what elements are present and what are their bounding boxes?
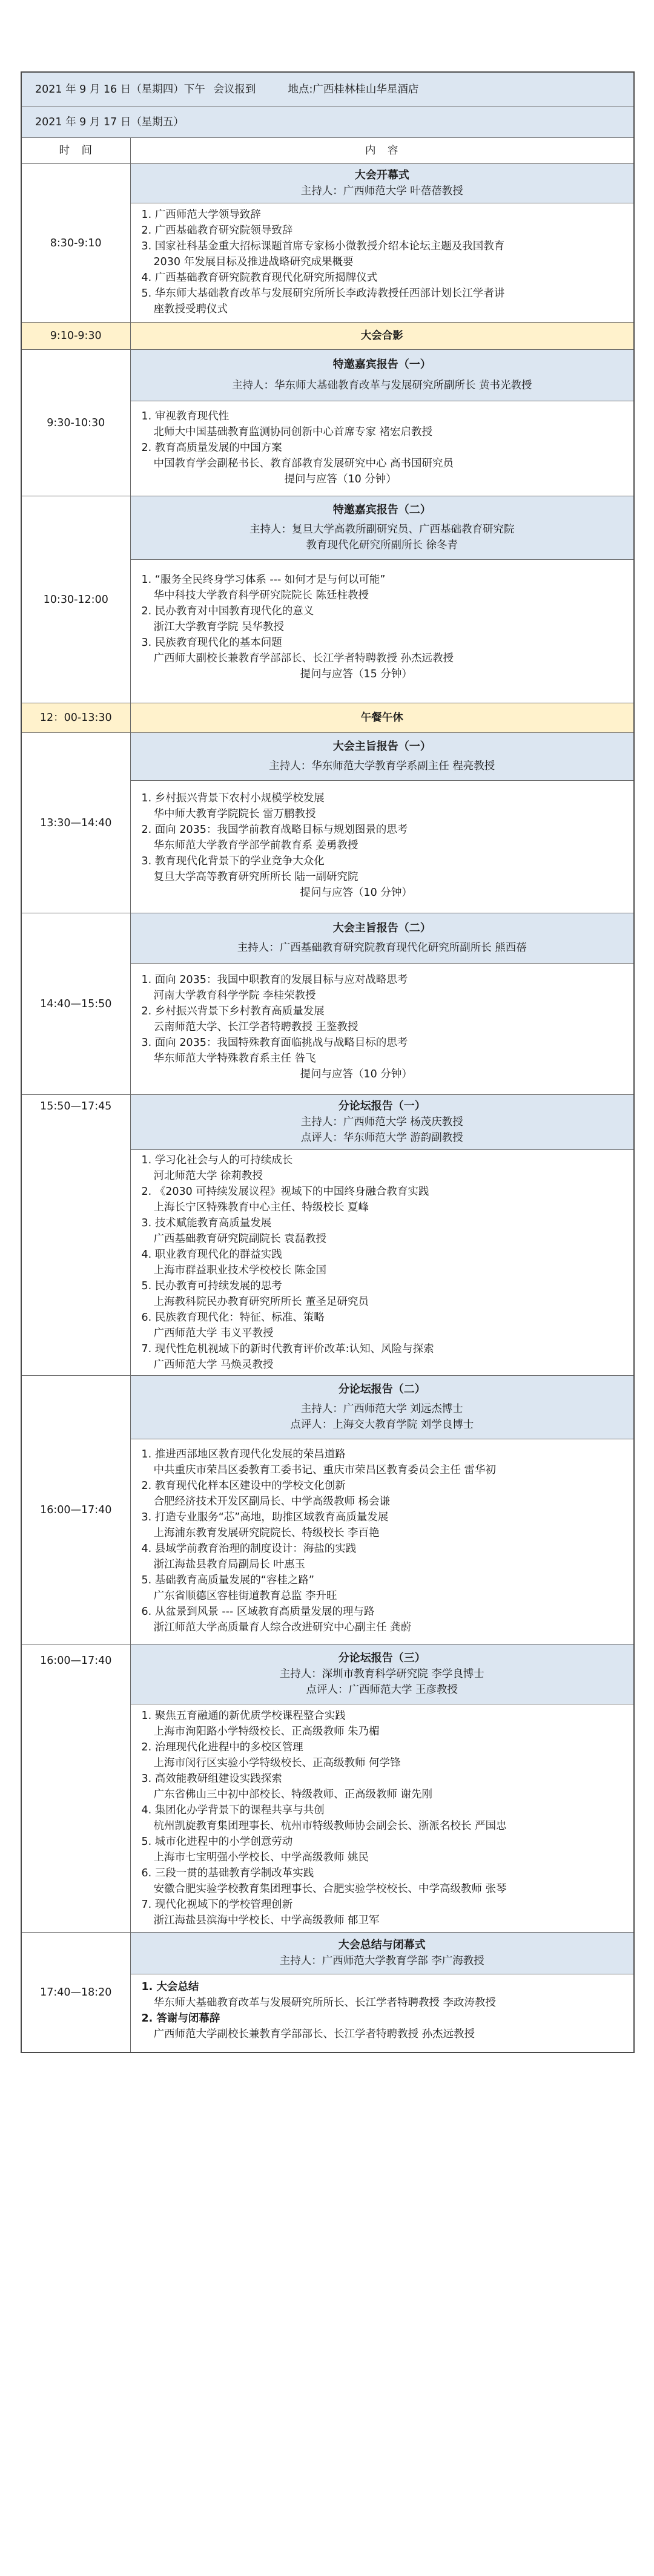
s9-head-row bbox=[21, 1376, 634, 1439]
list-item: 河北师范大学 徐莉教授 bbox=[153, 1170, 263, 1182]
s4-items bbox=[130, 560, 634, 703]
list-item: 广西师范大学 马焕灵教授 bbox=[153, 1359, 274, 1371]
list-item: 浙江师范大学高质量育人综合改进研究中心副主任 龚蔚 bbox=[153, 1622, 412, 1634]
s1-header bbox=[130, 164, 634, 203]
list-item: 提问与应答（10 分钟） bbox=[300, 1068, 412, 1080]
list-item: 上海浦东教育发展研究院院长、特级校长 李百艳 bbox=[153, 1527, 380, 1539]
s1-title: 大会开幕式 bbox=[354, 169, 409, 182]
s5-title: 午餐午休 bbox=[130, 703, 634, 733]
list-item: 4. 集团化办学背景下的课程共享与共创 bbox=[141, 1804, 325, 1816]
s8-time: 15:50—17:45 bbox=[21, 1095, 130, 1376]
list-item: 6. 民族教育现代化：特征、标准、策略 bbox=[141, 1312, 325, 1324]
list-item: 华东师范大学特殊教育系主任 昝飞 bbox=[153, 1053, 316, 1065]
list-item: 3. 国家社科基金重大招标课题首席专家杨小微教授介绍本论坛主题及我国教育 bbox=[141, 240, 505, 252]
s10-host: 主持人：深圳市教育科学研究院 李学良博士 bbox=[279, 1668, 484, 1680]
list-item: 上海长宁区特殊教育中心主任、特级校长 夏峰 bbox=[153, 1201, 369, 1214]
s6-header bbox=[130, 733, 634, 781]
day1-date: 2021 年 9 月 16 日（星期四）下午 bbox=[35, 84, 205, 96]
list-item: 1. 广西师范大学领导致辞 bbox=[141, 209, 261, 221]
list-item: 中国教育学会副秘书长、教育部教育发展研究中心 高书国研究员 bbox=[153, 458, 454, 470]
s8-host: 主持人：广西师范大学 杨茂庆教授 bbox=[300, 1116, 463, 1128]
s7-items bbox=[130, 964, 634, 1095]
day2-date: 2021 年 9 月 17 日（星期五） bbox=[35, 116, 184, 128]
s4-head-row bbox=[21, 496, 634, 560]
s5-row bbox=[21, 703, 634, 733]
conference-schedule-table bbox=[21, 71, 635, 2053]
day1-info bbox=[21, 72, 634, 107]
list-item: 3. 民族教育现代化的基本问题 bbox=[141, 637, 282, 649]
s10-header bbox=[130, 1644, 634, 1704]
s10-title: 分论坛报告（三） bbox=[338, 1652, 426, 1664]
list-item: 5. 华东师大基础教育改革与发展研究所所长李政涛教授任西部计划长江学者讲 bbox=[141, 288, 505, 300]
s7-host: 主持人：广西基础教育研究院教育现代化研究所副所长 熊西蓓 bbox=[237, 942, 527, 954]
list-item: 1. 学习化社会与人的可持续成长 bbox=[141, 1154, 293, 1166]
s9-host: 主持人：广西师范大学 刘远杰博士 bbox=[300, 1403, 463, 1415]
s3-host: 主持人：华东师大基础教育改革与发展研究所副所长 黄书光教授 bbox=[231, 380, 532, 392]
header-time: 时 间 bbox=[21, 138, 130, 164]
header-row bbox=[21, 138, 634, 164]
s11-host: 主持人：广西师范大学教育学部 李广海教授 bbox=[279, 1955, 484, 1967]
s9-reviewer: 点评人：上海交大教育学院 刘学良博士 bbox=[290, 1419, 474, 1431]
list-item: 4. 广西基础教育研究院教育现代化研究所揭牌仪式 bbox=[141, 272, 378, 284]
s3-head-row bbox=[21, 350, 634, 401]
s9-items bbox=[130, 1439, 634, 1644]
list-item: 合肥经济技术开发区副局长、中学高级教师 杨会谦 bbox=[153, 1496, 391, 1508]
list-item: 2. 教育现代化样本区建设中的学校文化创新 bbox=[141, 1480, 346, 1492]
list-item: 2. 面向 2035：我国学前教育战略目标与规划图景的思考 bbox=[141, 824, 408, 836]
list-item: 上海市七宝明强小学校长、中学高级教师 姚民 bbox=[153, 1852, 369, 1864]
s10-head-row bbox=[21, 1644, 634, 1704]
list-item: 5. 城市化进程中的小学创意劳动 bbox=[141, 1836, 293, 1848]
list-item: 云南师范大学、长江学者特聘教授 王鉴教授 bbox=[153, 1021, 358, 1033]
s4-title: 特邀嘉宾报告（二） bbox=[332, 504, 431, 516]
list-item: 1. 推进西部地区教育现代化发展的荣昌道路 bbox=[141, 1448, 346, 1460]
list-item: 华东师范大学教育学部学前教育系 姜勇教授 bbox=[153, 840, 358, 852]
list-item: 河南大学教育科学学院 李桂荣教授 bbox=[153, 990, 316, 1002]
s2-title: 大会合影 bbox=[130, 323, 634, 350]
list-item: 华东师大基础教育改革与发展研究所所长、长江学者特聘教授 李政涛教授 bbox=[153, 1997, 497, 2009]
list-item: 1. “服务全民终身学习体系 --- 如何才是与何以可能” bbox=[141, 574, 386, 586]
schedule-page bbox=[21, 71, 633, 2053]
list-item: 1. 审视教育现代性 bbox=[141, 410, 230, 422]
s3-items bbox=[130, 401, 634, 496]
list-item: 上海教科院民办教育研究所所长 董圣足研究员 bbox=[153, 1296, 369, 1308]
day1-row bbox=[21, 72, 634, 107]
s1-time: 8:30-9:10 bbox=[21, 164, 130, 323]
list-item: 广西基础教育研究院副院长 袁磊教授 bbox=[153, 1233, 327, 1245]
list-item: 广东省顺德区容桂街道教育总监 李升旺 bbox=[153, 1590, 337, 1602]
list-item: 7. 现代化视域下的学校管理创新 bbox=[141, 1899, 293, 1911]
list-item: 1. 面向 2035：我国中职教育的发展目标与应对战略思考 bbox=[141, 974, 408, 986]
s3-time: 9:30-10:30 bbox=[21, 350, 130, 496]
s7-title: 大会主旨报告（二） bbox=[332, 922, 431, 935]
s9-header bbox=[130, 1376, 634, 1439]
list-item: 3. 高效能教研组建设实践探索 bbox=[141, 1773, 282, 1785]
s9-time: 16:00—17:40 bbox=[21, 1376, 130, 1644]
list-item: 6. 三段一贯的基础教育学制改革实践 bbox=[141, 1867, 314, 1879]
list-item: 5. 基础教育高质量发展的“容桂之路” bbox=[141, 1574, 314, 1586]
list-item: 杭州凯旋教育集团理事长、杭州市特级教师协会副会长、浙派名校长 严国忠 bbox=[153, 1820, 507, 1832]
list-item: 提问与应答（10 分钟） bbox=[300, 887, 412, 899]
list-item: 2. 《2030 可持续发展议程》视域下的中国终身融合教育实践 bbox=[141, 1186, 429, 1198]
list-item: 提问与应答（10 分钟） bbox=[284, 473, 397, 485]
day2-info bbox=[21, 107, 634, 138]
s6-head-row bbox=[21, 733, 634, 781]
s3-title: 特邀嘉宾报告（一） bbox=[332, 358, 431, 371]
list-item: 安徽合肥实验学校教育集团理事长、合肥实验学校校长、中学高级教师 张琴 bbox=[153, 1883, 507, 1895]
list-item: 2. 答谢与闭幕辞 bbox=[141, 2012, 220, 2025]
list-item: 3. 面向 2035：我国特殊教育面临挑战与战略目标的思考 bbox=[141, 1037, 408, 1049]
s4-header bbox=[130, 496, 634, 560]
s6-host: 主持人：华东师范大学教育学系副主任 程亮教授 bbox=[269, 760, 495, 772]
s2-row bbox=[21, 323, 634, 350]
s11-items bbox=[130, 1974, 634, 2053]
s1-items bbox=[130, 203, 634, 323]
s10-items bbox=[130, 1704, 634, 1933]
list-item: 浙江大学教育学院 吴华教授 bbox=[153, 621, 285, 633]
list-item: 6. 从盆景到风景 --- 区域教育高质量发展的理与路 bbox=[141, 1606, 375, 1618]
s6-items bbox=[130, 781, 634, 913]
s11-time: 17:40—18:20 bbox=[21, 1933, 130, 2053]
s9-title: 分论坛报告（二） bbox=[338, 1383, 426, 1396]
list-item: 2. 治理现代化进程中的多校区管理 bbox=[141, 1741, 303, 1753]
list-item: 广西师范大学 韦义平教授 bbox=[153, 1327, 274, 1339]
day1-location: 地点:广西桂林桂山华星酒店 bbox=[288, 84, 419, 96]
list-item: 1. 乡村振兴背景下农村小规模学校发展 bbox=[141, 792, 325, 804]
list-item: 2. 民办教育对中国教育现代化的意义 bbox=[141, 605, 314, 617]
day1-event: 会议报到 bbox=[213, 84, 256, 96]
s8-head-row bbox=[21, 1095, 634, 1150]
s4-host-line2: 教育现代化研究所副所长 徐冬青 bbox=[306, 539, 458, 551]
header-content: 内 容 bbox=[130, 138, 634, 164]
list-item: 浙江海盐县教育局副局长 叶惠玉 bbox=[153, 1559, 306, 1571]
s1-head-row bbox=[21, 164, 634, 203]
s7-time: 14:40—15:50 bbox=[21, 913, 130, 1095]
list-item: 7. 现代性危机视域下的新时代教育评价改革:认知、风险与探索 bbox=[141, 1343, 434, 1355]
list-item: 3. 技术赋能教育高质量发展 bbox=[141, 1217, 272, 1229]
list-item: 2. 乡村振兴背景下乡村教育高质量发展 bbox=[141, 1005, 325, 1017]
list-item: 广东省佛山三中初中部校长、特级教师、正高级教师 谢先刚 bbox=[153, 1789, 433, 1801]
list-item: 广西师范大学副校长兼教育学部部长、长江学者特聘教授 孙杰远教授 bbox=[153, 2028, 475, 2040]
s3-header bbox=[130, 350, 634, 401]
list-item: 3. 打造专业服务“芯”高地，助推区域教育高质量发展 bbox=[141, 1511, 389, 1523]
list-item: 1. 聚焦五育融通的新优质学校课程整合实践 bbox=[141, 1710, 346, 1722]
list-item: 座教授受聘仪式 bbox=[153, 303, 228, 315]
list-item: 4. 县域学前教育治理的制度设计：海盐的实践 bbox=[141, 1543, 357, 1555]
list-item: 华中科技大学教育科学研究院院长 陈廷柱教授 bbox=[153, 590, 369, 602]
s10-reviewer: 点评人：广西师范大学 王彦教授 bbox=[306, 1684, 458, 1696]
list-item: 北师大中国基础教育监测协同创新中心首席专家 褚宏启教授 bbox=[153, 426, 433, 438]
list-item: 1. 大会总结 bbox=[141, 1981, 199, 1993]
s4-host-line1: 主持人：复旦大学高教所副研究员、广西基础教育研究院 bbox=[249, 524, 515, 536]
s2-time: 9:10-9:30 bbox=[21, 323, 130, 350]
list-item: 3. 教育现代化背景下的学业竞争大众化 bbox=[141, 855, 325, 867]
list-item: 2. 教育高质量发展的中国方案 bbox=[141, 442, 282, 454]
s6-title: 大会主旨报告（一） bbox=[332, 740, 431, 753]
list-item: 2. 广西基础教育研究院领导致辞 bbox=[141, 225, 293, 237]
list-item: 5. 民办教育可持续发展的思考 bbox=[141, 1280, 282, 1292]
s6-time: 13:30—14:40 bbox=[21, 733, 130, 913]
s11-title: 大会总结与闭幕式 bbox=[338, 1939, 426, 1951]
s4-time: 10:30-12:00 bbox=[21, 496, 130, 703]
list-item: 2030 年发展目标及推进战略研究成果概要 bbox=[153, 256, 354, 268]
day2-row bbox=[21, 107, 634, 138]
s8-header bbox=[130, 1095, 634, 1150]
list-item: 4. 职业教育现代化的群益实践 bbox=[141, 1249, 282, 1261]
s8-title: 分论坛报告（一） bbox=[338, 1100, 426, 1112]
list-item: 上海市洵阳路小学特级校长、正高级教师 朱乃楣 bbox=[153, 1726, 380, 1738]
list-item: 上海市闵行区实验小学特级校长、正高级教师 何学锋 bbox=[153, 1757, 401, 1769]
list-item: 提问与应答（15 分钟） bbox=[300, 668, 412, 680]
s10-time: 16:00—17:40 bbox=[21, 1644, 130, 1933]
list-item: 浙江海盐县滨海中学校长、中学高级教师 郁卫军 bbox=[153, 1914, 380, 1927]
list-item: 广西师大副校长兼教育学部部长、长江学者特聘教授 孙杰远教授 bbox=[153, 652, 454, 665]
list-item: 中共重庆市荣昌区委教育工委书记、重庆市荣昌区教育委员会主任 雷华初 bbox=[153, 1464, 497, 1476]
s8-reviewer: 点评人：华东师范大学 游韵副教授 bbox=[300, 1132, 463, 1144]
s11-header bbox=[130, 1933, 634, 1974]
s11-head-row bbox=[21, 1933, 634, 1974]
list-item: 上海市群益职业技术学校校长 陈金国 bbox=[153, 1264, 327, 1276]
s7-header bbox=[130, 913, 634, 964]
s8-items bbox=[130, 1150, 634, 1376]
list-item: 复旦大学高等教育研究所所长 陆一副研究院 bbox=[153, 871, 358, 883]
list-item: 华中师大教育学院院长 雷万鹏教授 bbox=[153, 808, 316, 820]
s7-head-row bbox=[21, 913, 634, 964]
s5-time: 12：00-13:30 bbox=[21, 703, 130, 733]
s1-host: 主持人：广西师范大学 叶蓓蓓教授 bbox=[300, 185, 463, 197]
